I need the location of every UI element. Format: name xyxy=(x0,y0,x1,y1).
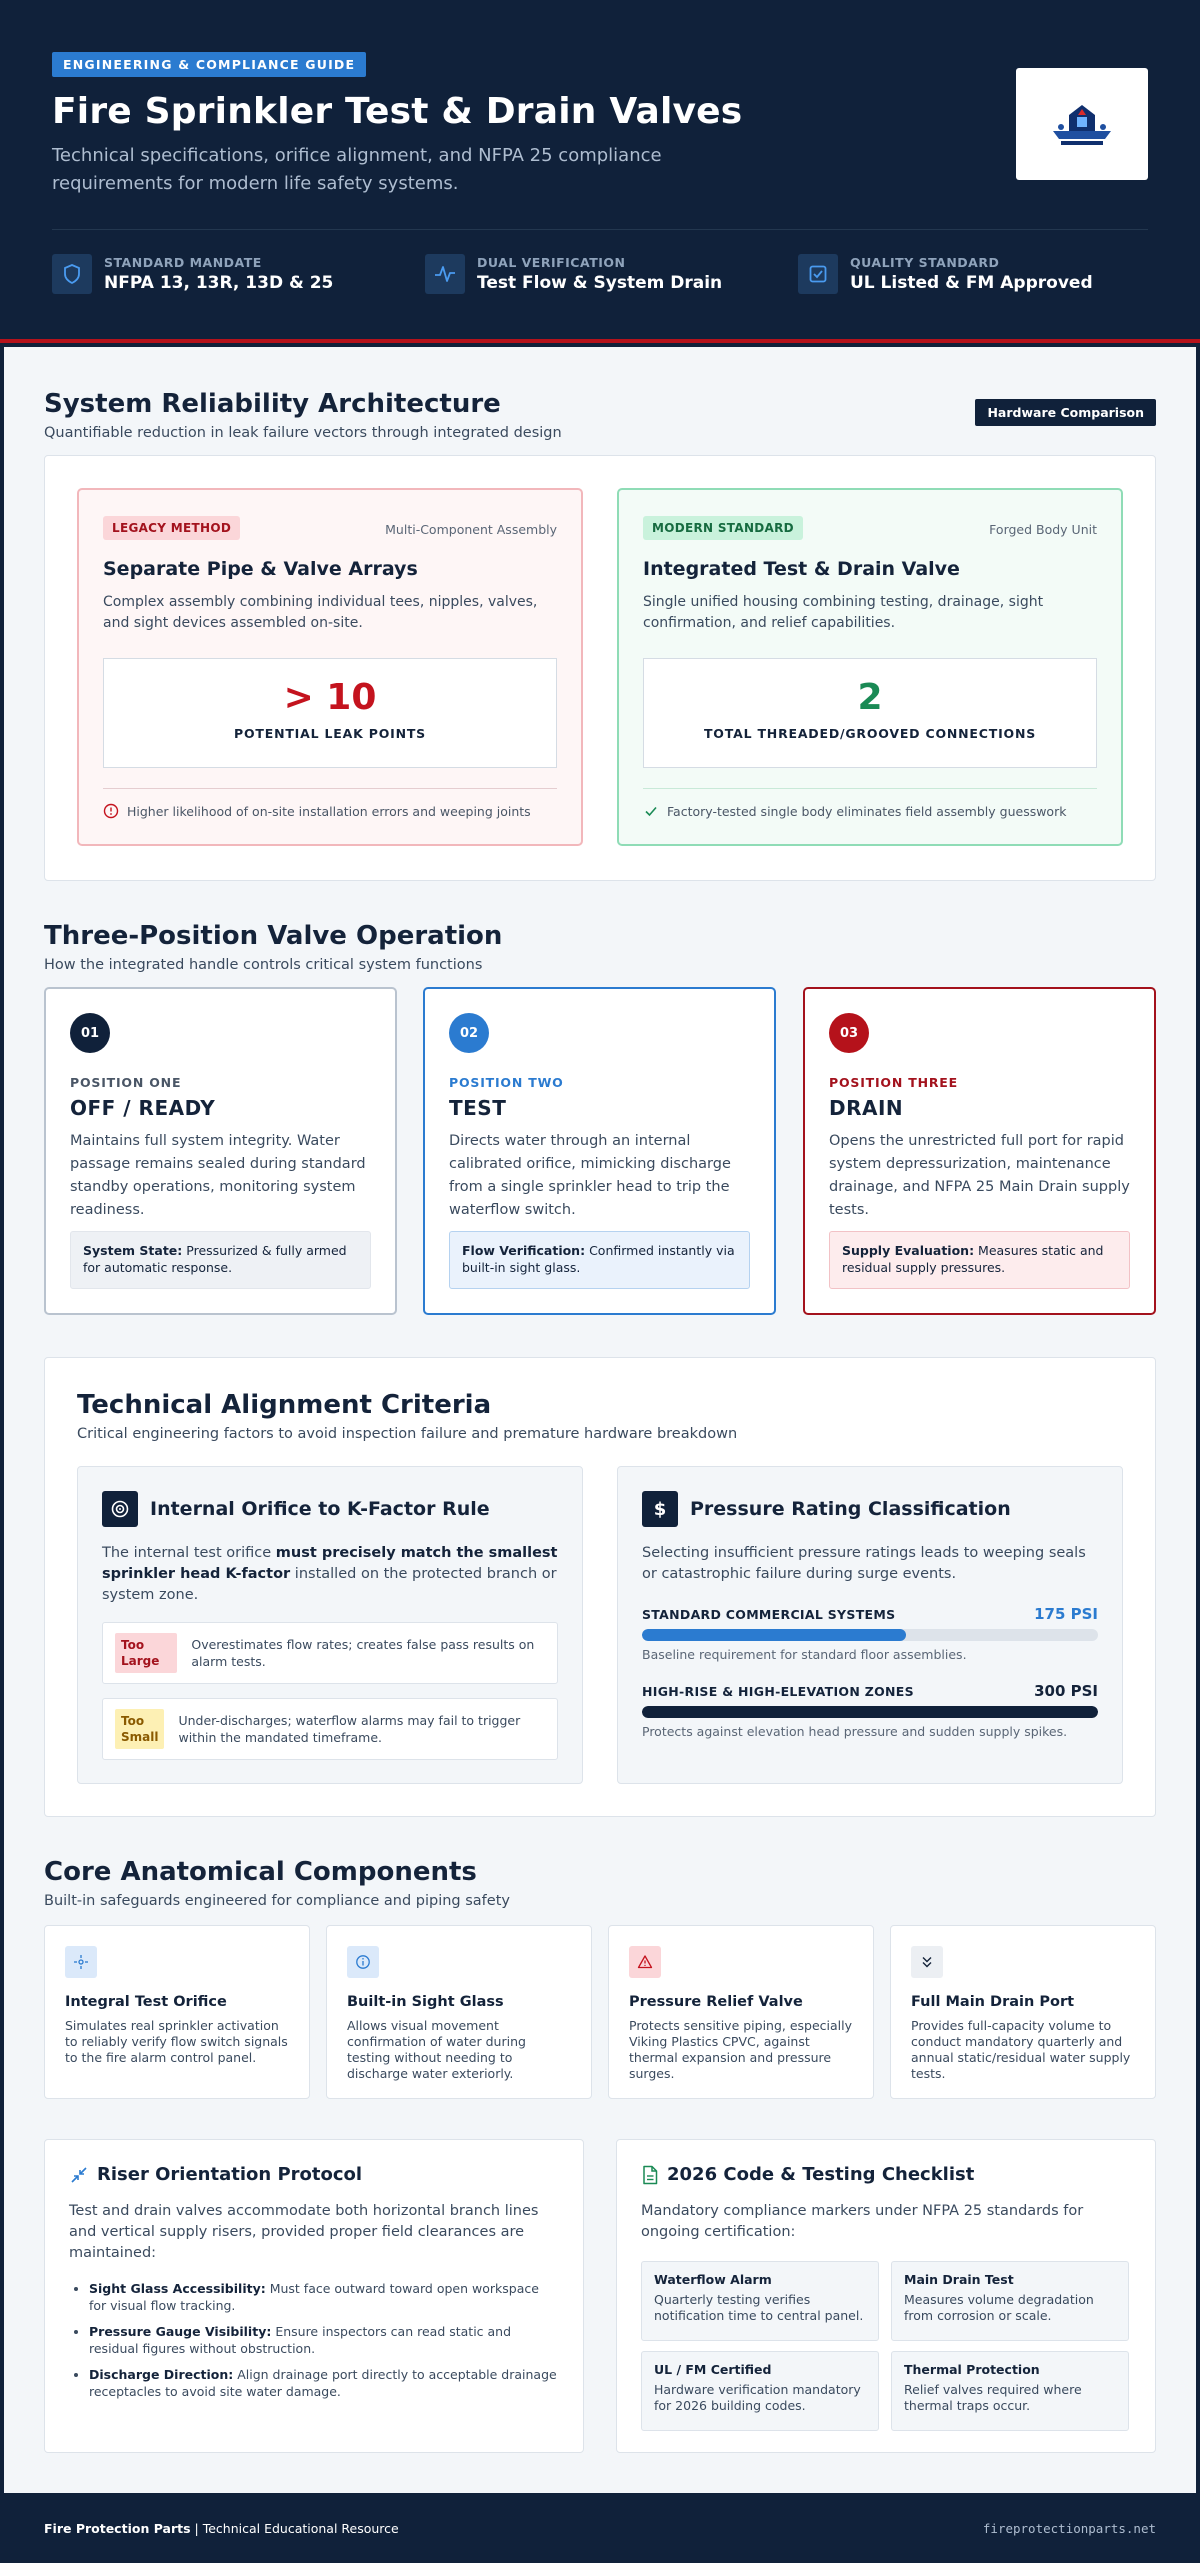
positions-section-header xyxy=(44,921,502,973)
pressure-value: 175 PSI xyxy=(1034,1605,1098,1623)
checklist-item xyxy=(641,2261,879,2341)
position-number: 02 xyxy=(449,1013,489,1053)
component-description: Protects sensitive piping, especially Viking Plastics CPVC, against thermal expansion and pressure surges. xyxy=(629,2018,853,2081)
modern-pill: MODERN STANDARD xyxy=(643,516,803,540)
checkbox-icon xyxy=(798,254,838,294)
dollar-icon: $ xyxy=(642,1491,678,1527)
position-title: TEST xyxy=(449,1096,507,1120)
card-text: Mandatory compliance markers under NFPA 25 standards for ongoing certification: xyxy=(641,2203,1084,2240)
status-bold: Flow Verification: xyxy=(462,1243,586,1258)
pressure-value: 300 PSI xyxy=(1034,1682,1098,1700)
card-title: Riser Orientation Protocol xyxy=(97,2164,363,2185)
position-label: POSITION TWO xyxy=(449,1075,564,1090)
pressure-bar xyxy=(642,1629,1098,1641)
component-card-sight-glass xyxy=(326,1925,592,2099)
component-title: Full Main Drain Port xyxy=(911,1994,1075,2010)
checklist-item-title: Main Drain Test xyxy=(904,2272,1014,2287)
position-title: DRAIN xyxy=(829,1096,904,1120)
warning-tag: Too Small xyxy=(115,1709,164,1749)
page-subtitle: Technical specifications, orifice alignment, and NFPA 25 compliance requirements for modern life safety systems. xyxy=(52,145,662,194)
footer-credit xyxy=(44,2521,399,2536)
checklist-grid xyxy=(641,2261,1131,2431)
shield-icon xyxy=(52,254,92,294)
card-meta: Forged Body Unit xyxy=(989,522,1097,537)
legacy-method-card xyxy=(77,488,583,846)
pressure-row-commercial xyxy=(642,1605,1098,1623)
page-title: Fire Sprinkler Test & Drain Valves xyxy=(52,91,743,132)
position-description: Directs water through an internal calibrated orifice, mimicking discharge from a single sprinkler head to trip the waterflow switch. xyxy=(449,1133,731,1218)
component-description: Provides full-capacity volume to conduct mandatory quarterly and annual static/residual water supply tests. xyxy=(911,2018,1131,2081)
position-status-box xyxy=(70,1231,371,1289)
stat-value: UL Listed & FM Approved xyxy=(850,273,1093,293)
position-three-card xyxy=(803,987,1156,1315)
footnote-text: Factory-tested single body eliminates field assembly guesswork xyxy=(667,803,1067,819)
checklist-item-desc: Relief valves required where thermal traps occur. xyxy=(904,2382,1082,2413)
checklist-item-desc: Quarterly testing verifies notification time to central panel. xyxy=(654,2292,864,2323)
status-text: Confirmed instantly via built-in sight glass. xyxy=(462,1243,735,1275)
card-footnote xyxy=(103,788,557,819)
card-description: Single unified housing combining testing, drainage, sight confirmation, and relief capabilities. xyxy=(643,594,1044,631)
component-title: Integral Test Orifice xyxy=(65,1994,227,2010)
pressure-note: Baseline requirement for standard floor assemblies. xyxy=(642,1647,967,1662)
position-status-box xyxy=(829,1231,1130,1289)
component-card-main-drain xyxy=(890,1925,1156,2099)
metric-value: 2 xyxy=(857,677,883,718)
checklist-item-title: Thermal Protection xyxy=(904,2362,1040,2377)
minimize-arrows-icon xyxy=(69,2165,89,2185)
technical-section-header xyxy=(77,1390,737,1442)
card-text: Selecting insufficient pressure ratings leads to weeping seals or catastrophic failure during surge events. xyxy=(642,1545,1086,1582)
card-title: Separate Pipe & Valve Arrays xyxy=(103,558,418,580)
pressure-label: HIGH-RISE & HIGH-ELEVATION ZONES xyxy=(642,1684,914,1699)
card-title: 2026 Code & Testing Checklist xyxy=(667,2164,975,2185)
checklist-item xyxy=(891,2351,1129,2431)
warning-triangle-icon xyxy=(629,1946,661,1978)
section-title: Core Anatomical Components xyxy=(44,1857,477,1887)
components-section-header xyxy=(44,1857,510,1909)
stat-label: DUAL VERIFICATION xyxy=(477,255,626,270)
position-title: OFF / READY xyxy=(70,1096,216,1120)
section-title: System Reliability Architecture xyxy=(44,389,501,419)
reliability-section-header xyxy=(44,389,1156,441)
main-content xyxy=(4,347,1196,2493)
footnote-text: Higher likelihood of on-site installation errors and weeping joints xyxy=(127,803,531,819)
connections-metric xyxy=(643,658,1097,768)
position-number: 01 xyxy=(70,1013,110,1053)
position-status-box xyxy=(449,1231,750,1289)
target-icon xyxy=(102,1491,138,1527)
checklist-item-title: UL / FM Certified xyxy=(654,2362,772,2377)
status-bold: System State: xyxy=(83,1243,183,1258)
list-item: • Sight Glass Accessibility: Must face outward toward open workspace for visual flow tracking. xyxy=(89,2280,559,2314)
technical-alignment-panel xyxy=(44,1357,1156,1817)
card-description: Complex assembly combining individual tees, nipples, valves, and sight devices assembled on-site. xyxy=(103,594,538,631)
card-title: Internal Orifice to K-Factor Rule xyxy=(150,1498,490,1520)
warning-too-small xyxy=(102,1698,558,1760)
section-subtitle: Quantifiable reduction in leak failure vectors through integrated design xyxy=(44,425,562,441)
stat-quality-standard xyxy=(798,254,1171,294)
pressure-bar-fill xyxy=(642,1706,1098,1718)
card-meta: Multi-Component Assembly xyxy=(385,522,557,537)
code-checklist-card xyxy=(616,2139,1156,2453)
page-footer xyxy=(0,2493,1200,2563)
comparison-panel xyxy=(44,455,1156,881)
component-card-test-orifice xyxy=(44,1925,310,2099)
pressure-label: STANDARD COMMERCIAL SYSTEMS xyxy=(642,1607,896,1622)
metric-label: TOTAL THREADED/GROOVED CONNECTIONS xyxy=(703,726,1037,741)
list-item: • Discharge Direction: Align drainage port directly to acceptable drainage receptacles to avoid site water damage. xyxy=(89,2366,559,2400)
position-two-card xyxy=(423,987,776,1315)
modern-standard-card xyxy=(617,488,1123,846)
stats-row xyxy=(52,254,1171,294)
check-icon xyxy=(643,803,659,819)
footer-brand: Fire Protection Parts xyxy=(44,2520,191,2536)
guide-badge: ENGINEERING & COMPLIANCE GUIDE xyxy=(52,52,366,77)
metric-value: > 10 xyxy=(283,677,377,718)
list-item: • Pressure Gauge Visibility: Ensure inspectors can read static and residual figures without obstruction. xyxy=(89,2323,559,2357)
stat-label: QUALITY STANDARD xyxy=(850,255,1000,270)
position-description: Maintains full system integrity. Water passage remains sealed during standard standby operations, monitoring system readiness. xyxy=(70,1133,366,1218)
brand-logo[interactable] xyxy=(1016,68,1148,180)
checklist-item xyxy=(641,2351,879,2431)
pressure-row-highrise xyxy=(642,1682,1098,1700)
hero-header xyxy=(0,0,1200,343)
stat-label: STANDARD MANDATE xyxy=(104,255,262,270)
warning-tag: Too Large xyxy=(115,1633,177,1673)
warning-text: Overestimates flow rates; creates false pass results on alarm tests. xyxy=(191,1637,535,1669)
stat-standard-mandate xyxy=(52,254,425,294)
metric-label: POTENTIAL LEAK POINTS xyxy=(234,726,426,741)
position-label: POSITION THREE xyxy=(829,1075,958,1090)
section-title: Technical Alignment Criteria xyxy=(77,1390,492,1420)
double-chevron-down-icon xyxy=(911,1946,943,1978)
fire-protection-logo-icon xyxy=(1047,97,1117,151)
section-subtitle: How the integrated handle controls critical system functions xyxy=(44,957,483,973)
leak-points-metric xyxy=(103,658,557,768)
stat-dual-verification xyxy=(425,254,798,294)
card-title: Pressure Rating Classification xyxy=(690,1498,1011,1520)
info-circle-icon xyxy=(347,1946,379,1978)
position-number: 03 xyxy=(829,1013,869,1053)
orifice-rule-card xyxy=(77,1466,583,1784)
footer-suffix: | Technical Educational Resource xyxy=(190,2520,399,2536)
component-card-relief-valve xyxy=(608,1925,874,2099)
card-title: Integrated Test & Drain Valve xyxy=(643,558,960,580)
component-title: Built-in Sight Glass xyxy=(347,1994,504,2010)
document-icon xyxy=(641,2165,659,2185)
position-one-card xyxy=(44,987,397,1315)
section-subtitle: Built-in safeguards engineered for compliance and piping safety xyxy=(44,1893,510,1909)
section-title: Three-Position Valve Operation xyxy=(44,921,503,951)
alert-circle-icon xyxy=(103,803,119,819)
pressure-bar-fill xyxy=(642,1629,906,1641)
hardware-comparison-tag: Hardware Comparison xyxy=(975,399,1156,426)
pressure-bar xyxy=(642,1706,1098,1718)
pulse-icon xyxy=(425,254,465,294)
stat-value: NFPA 13, 13R, 13D & 25 xyxy=(104,273,334,293)
pressure-rating-card xyxy=(617,1466,1123,1784)
card-footnote xyxy=(643,788,1097,819)
component-description: Simulates real sprinkler activation to reliably verify flow switch signals to the fire alarm control panel. xyxy=(65,2018,288,2065)
status-text: Measures static and residual supply pressures. xyxy=(842,1243,1104,1275)
pressure-note: Protects against elevation head pressure and sudden supply spikes. xyxy=(642,1724,1068,1739)
component-description: Allows visual movement confirmation of water during testing without needing to discharge water exteriorly. xyxy=(347,2018,526,2081)
position-description: Opens the unrestricted full port for rapid system depressurization, maintenance drainage, and NFPA 25 Main Drain supply tests. xyxy=(829,1133,1130,1218)
card-text: Test and drain valves accommodate both horizontal branch lines and vertical supply risers, provided proper field clearances are maintained: xyxy=(69,2203,539,2261)
checklist-item xyxy=(891,2261,1129,2341)
riser-orientation-card xyxy=(44,2139,584,2453)
warning-text: Under-discharges; waterflow alarms may fail to trigger within the mandated timeframe. xyxy=(178,1713,521,1745)
warning-too-large xyxy=(102,1622,558,1684)
checklist-item-desc: Measures volume degradation from corrosion or scale. xyxy=(904,2292,1094,2323)
legacy-pill: LEGACY METHOD xyxy=(103,516,240,540)
footer-url-link[interactable]: fireprotectionparts.net xyxy=(982,2520,1156,2536)
checklist-item-title: Waterflow Alarm xyxy=(654,2272,772,2287)
checklist-item-desc: Hardware verification mandatory for 2026 building codes. xyxy=(654,2382,861,2413)
position-label: POSITION ONE xyxy=(70,1075,182,1090)
status-bold: Supply Evaluation: xyxy=(842,1243,975,1258)
hero-divider xyxy=(52,229,1148,230)
riser-guideline-list xyxy=(69,2280,559,2400)
section-subtitle: Critical engineering factors to avoid inspection failure and premature hardware breakdown xyxy=(77,1426,738,1442)
stat-value: Test Flow & System Drain xyxy=(477,273,723,293)
status-text: Pressurized & fully armed for automatic response. xyxy=(83,1243,347,1275)
component-title: Pressure Relief Valve xyxy=(629,1994,803,2010)
card-text: The internal test orifice must precisely match the smallest sprinkler head K-factor installed on the protected branch or system zone. xyxy=(102,1545,558,1603)
crosshair-icon xyxy=(65,1946,97,1978)
